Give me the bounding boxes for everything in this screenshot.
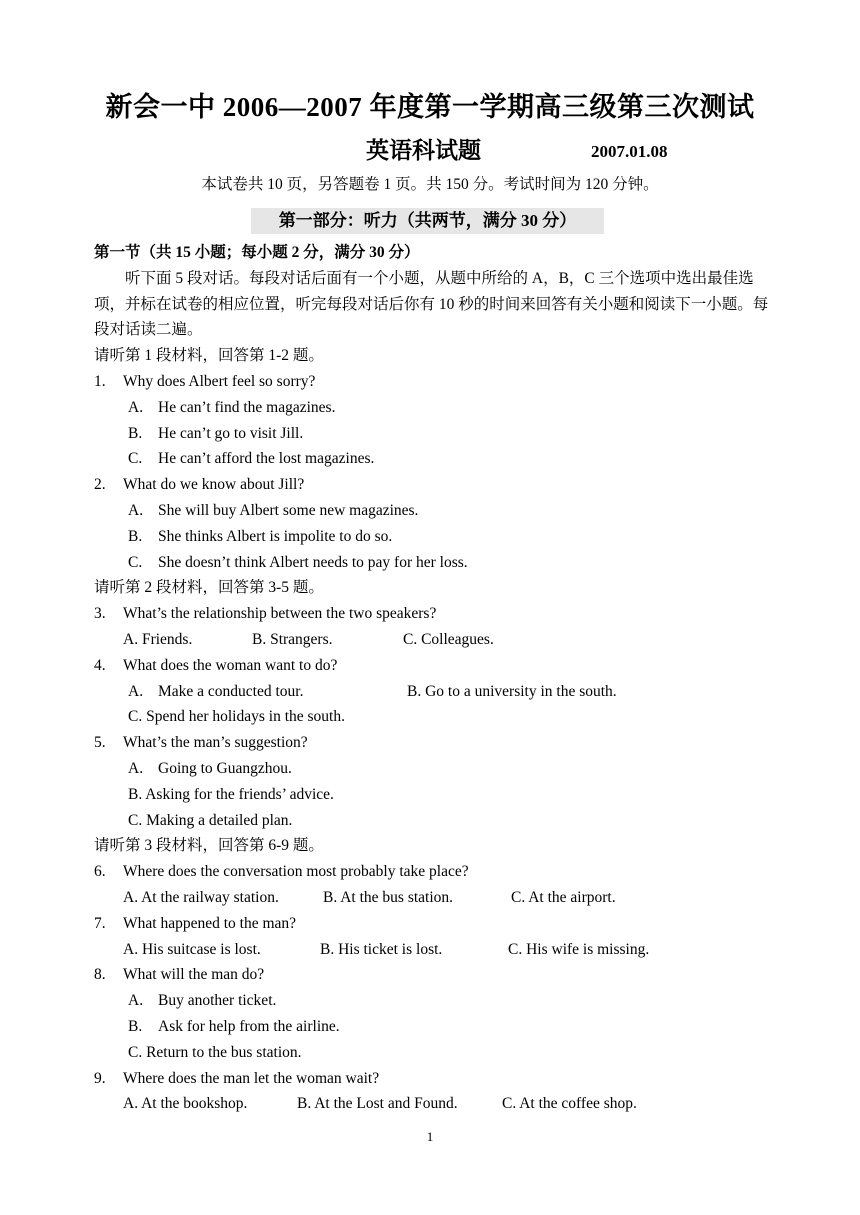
q9-option-c: C. At the coffee shop. [502,1095,637,1113]
q3-option-c: C. Colleagues. [403,630,494,648]
q4-options-ab [94,679,774,705]
option-label: A. [128,682,144,700]
instructions: 听下面 5 段对话。每段对话后面有一个小题，从题中所给的 A，B，C 三个选项中选出最佳选项，并标在试卷的相应位置，听完每段对话后你有 10 秒的时间来回答有关小题和阅读下一小题。每段对话读二遍。 [94,269,769,339]
exam-info: 本试卷共 10 页，另答题卷 1 页。共 150 分。考试时间为 120 分钟。 [201,176,659,193]
q7-option-c: C. His wife is missing. [508,940,650,958]
q4-option-c: C. Spend her holidays in the south. [128,708,345,726]
question-text: What do we know about Jill? [123,476,305,494]
option-label: B. [128,1017,143,1035]
q9-option-b: B. At the Lost and Found. [297,1095,458,1113]
material-3-prompt: 请听第 3 段材料，回答第 6-9 题。 [94,837,324,855]
option-text: He can’t afford the lost magazines. [158,450,375,468]
q3-options [94,627,774,653]
option-label: B. [128,424,143,442]
q5-option-b: B. Asking for the friends’ advice. [128,785,334,803]
option-text: Buy another ticket. [158,992,277,1010]
q1-option-c [94,446,774,472]
option-label: A. [128,398,144,416]
q7-option-b: B. His ticket is lost. [320,940,443,958]
question-number: 9. [94,1069,106,1087]
subtitle-row [0,134,860,168]
option-label: C. [128,553,143,571]
question-text: What does the woman want to do? [123,656,338,674]
question-number: 7. [94,914,106,932]
q6-option-b: B. At the bus station. [323,888,454,906]
option-text: Going to Guangzhou. [158,759,292,777]
question-text: What’s the relationship between the two speakers? [123,605,437,623]
option-text: Ask for help from the airline. [158,1017,340,1035]
q9-options [94,1091,774,1117]
question-number: 8. [94,966,106,984]
q9-option-a: A. At the bookshop. [123,1095,248,1113]
question-text: Where does the man let the woman wait? [123,1069,380,1087]
option-label: B. [128,527,143,545]
option-label: A. [128,759,144,777]
option-text: He can’t go to visit Jill. [158,424,304,442]
question-text: What will the man do? [123,966,265,984]
question-1 [94,369,774,395]
q1-option-a [94,395,774,421]
q7-option-a: A. His suitcase is lost. [123,940,261,958]
option-text: He can’t find the magazines. [158,398,336,416]
exam-subtitle: 英语科试题 [366,138,481,163]
question-9 [94,1066,774,1092]
section1-heading: 第一节（共 15 小题；每小题 2 分，满分 30 分） [94,244,420,261]
q4-option-a: Make a conducted tour. [158,682,304,700]
question-7 [94,911,774,937]
option-label: A. [128,501,144,519]
question-number: 3. [94,605,106,623]
option-label: A. [128,992,144,1010]
question-4 [94,653,774,679]
question-number: 1. [94,372,106,390]
part1-heading: 第一部分：听力（共两节，满分 30 分） [251,208,604,234]
question-number: 6. [94,863,106,881]
option-text: She will buy Albert some new magazines. [158,501,419,519]
exam-content [94,240,774,1117]
question-3 [94,601,774,627]
q3-option-b: B. Strangers. [252,630,333,648]
question-8 [94,962,774,988]
q8-option-b [94,1014,774,1040]
q6-option-a: A. At the railway station. [123,888,279,906]
page-number: 1 [426,1129,434,1144]
question-number: 4. [94,656,106,674]
q2-option-b [94,524,774,550]
question-text: What happened to the man? [123,914,297,932]
question-text: Where does the conversation most probably take place? [123,863,469,881]
q5-option-c: C. Making a detailed plan. [128,811,293,829]
exam-title: 新会一中 2006—2007 年度第一学期高三级第三次测试 [105,92,755,122]
q8-option-a [94,988,774,1014]
question-text: Why does Albert feel so sorry? [123,372,316,390]
q4-option-b: B. Go to a university in the south. [407,682,617,700]
question-2 [94,472,774,498]
q6-options [94,885,774,911]
question-number: 5. [94,734,106,752]
option-text: She doesn’t think Albert needs to pay for her loss. [158,553,468,571]
q2-option-c [94,550,774,576]
question-text: What’s the man’s suggestion? [123,734,308,752]
q5-option-a [94,756,774,782]
option-label: C. [128,450,143,468]
material-1-prompt: 请听第 1 段材料，回答第 1-2 题。 [94,347,324,365]
q7-options [94,937,774,963]
material-2-prompt: 请听第 2 段材料，回答第 3-5 题。 [94,579,324,597]
q2-option-a [94,498,774,524]
option-text: She thinks Albert is impolite to do so. [158,527,393,545]
question-5 [94,730,774,756]
question-number: 2. [94,476,106,494]
q1-option-b [94,421,774,447]
q8-option-c: C. Return to the bus station. [128,1043,302,1061]
q6-option-c: C. At the airport. [511,888,616,906]
question-6 [94,859,774,885]
q3-option-a: A. Friends. [123,630,193,648]
exam-date: 2007.01.08 [591,142,668,161]
